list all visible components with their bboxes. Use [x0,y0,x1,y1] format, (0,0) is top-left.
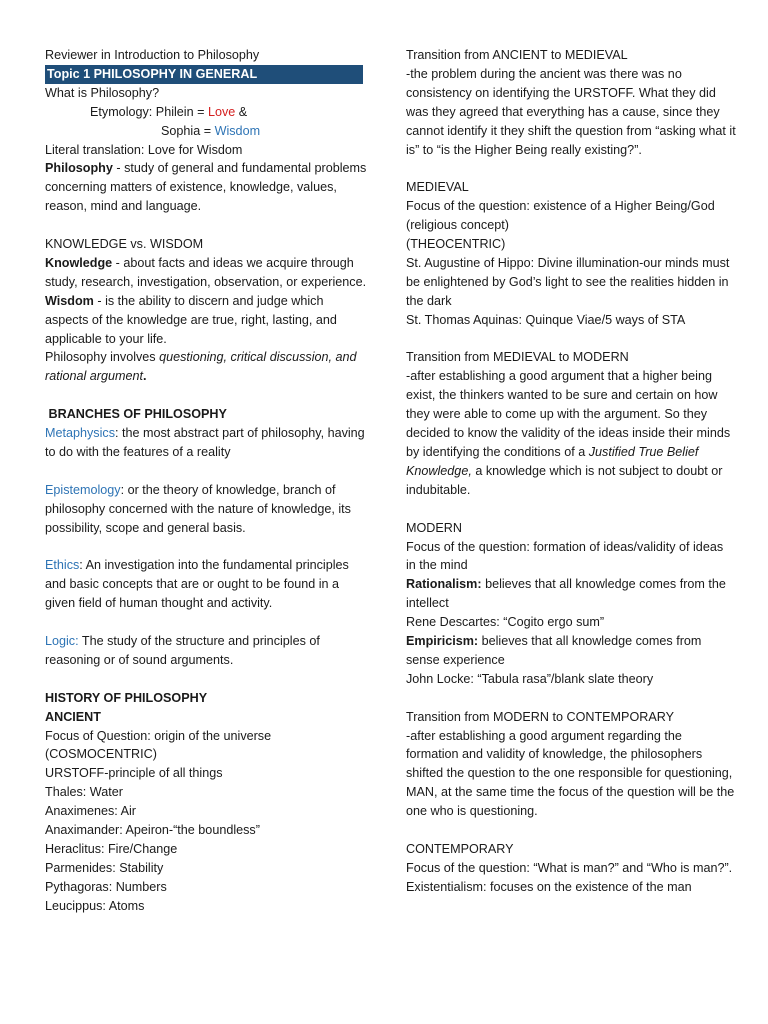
modern-focus: Focus of the question: formation of ideas/validity of ideas in the mind [406,539,724,573]
philosophy-def: - study of general and fundamental problems concerning matters of existence, knowledge, values, reason, mind and language. [45,161,367,214]
t2-body-a: -after establishing a good argument that a higher being exist, the thinkers wanted to be sure and certain on how they were able to come up with the argument. So they decided to know the validity of the ideas inside their minds by identifying the conditions of a [406,369,731,459]
transition-modern-contemporary-heading: Transition from MODERN to CONTEMPORARY [406,709,675,724]
transition-ancient-medieval-body: -the problem during the ancient was there was no consistency on identifying the URSTOFF. What they did was they agreed that everything has a cause, since they cannot identify it they shift the question from “asking what it is” to “is the Higher Being really existing?”. [406,66,736,157]
left-column [45,46,367,916]
knowledge-definition [45,254,367,292]
transition-modern-contemporary-body: -after establishing a good argument regarding the formation and validity of knowledge, the philosophers shifted the question to the one responsible for questioning, MAN, at the same time the focus of the question will be the one who is questioning. [406,728,735,819]
ancient-line: Thales: Water [45,785,123,800]
ancient-line: Leucippus: Atoms [45,898,145,913]
right-column [406,46,736,897]
love-word: Love [207,104,236,119]
philosophy-term: Philosophy [45,161,113,176]
empiricism-def: believes that all knowledge comes from sense experience [406,634,702,667]
philosophy-definition [45,159,367,216]
rationalism-term: Rationalism: [406,577,482,592]
etymology-prefix: Etymology: Philein = [90,104,208,119]
augustine-line: St. Augustine of Hippo: Divine illumination-our minds must be enlightened by God’s light to see the realities hidden in the dark [406,255,730,308]
epistemology-def: : or the theory of knowledge, branch of philosophy concerned with the nature of knowledge, its possibility, scope and general basis. [45,482,351,535]
metaphysics-def: : the most abstract part of philosophy, having to do with the features of a reality [45,426,365,459]
aquinas-line: St. Thomas Aquinas: Quinque Viae/5 ways of STA [406,312,686,327]
contemporary-heading: CONTEMPORARY [406,841,514,856]
transition-medieval-modern-body [406,367,736,499]
logic-def: The study of the structure and principles of reasoning or of sound arguments. [45,634,320,667]
ancient-line: Pythagoras: Numbers [45,879,167,894]
ethics-def: : An investigation into the fundamental principles and basic concepts that are or ought to be found in a given field of human thought and activity. [45,558,349,611]
ancient-line: (COSMOCENTRIC) [45,747,157,762]
t2-body-b: a knowledge which is not subject to doubt or indubitable. [406,463,723,497]
t2-body-italic: Justified True Belief Knowledge, [406,445,699,478]
involves-end: . [143,369,147,384]
ancient-line: URSTOFF-principle of all things [45,766,223,781]
descartes-line: Rene Descartes: “Cogito ergo sum” [406,615,605,630]
existentialism-line: Existentialism: focuses on the existence of the man [406,879,692,894]
modern-heading: MODERN [406,520,462,535]
ancient-line: Focus of Question: origin of the universe [45,728,272,743]
ancient-heading: ANCIENT [45,709,101,724]
ancient-line: Anaximander: Apeiron-“the boundless” [45,823,260,838]
medieval-heading: MEDIEVAL [406,180,469,195]
literal-translation: Literal translation: Love for Wisdom [45,142,243,157]
history-heading: HISTORY OF PHILOSOPHY [45,690,208,705]
wisdom-definition [45,292,367,349]
rationalism-definition [406,575,736,613]
philosophy-involves [45,348,367,386]
etymology-line [45,103,367,122]
medieval-focus: Focus of the question: existence of a Higher Being/God (religious concept) [406,199,715,233]
ancient-line: Parmenides: Stability [45,860,164,875]
logic-definition [45,632,367,670]
empiricism-definition [406,632,736,670]
knowledge-vs-wisdom-heading: KNOWLEDGE vs. WISDOM [45,237,204,252]
ancient-line: Anaximenes: Air [45,804,136,819]
logic-term: Logic: [45,634,79,649]
ancient-line: Heraclitus: Fire/Change [45,841,178,856]
empiricism-term: Empiricism: [406,634,479,649]
transition-medieval-modern-heading: Transition from MEDIEVAL to MODERN [406,350,629,365]
involves-prefix: Philosophy involves [45,350,160,365]
wisdom-word: Wisdom [214,123,261,138]
metaphysics-definition [45,424,367,462]
knowledge-def: - about facts and ideas we acquire through study, research, investigation, observation, or experience. [45,255,367,289]
ethics-term: Ethics [45,558,80,573]
transition-ancient-medieval-heading: Transition from ANCIENT to MEDIEVAL [406,48,628,62]
sophia-line [45,122,367,141]
rationalism-def: believes that all knowledge comes from the intellect [406,577,726,611]
sophia-prefix: Sophia = [161,123,215,138]
metaphysics-term: Metaphysics [45,426,115,441]
etymology-amp: & [235,104,248,119]
contemporary-focus: Focus of the question: “What is man?” and “Who is man?”. [406,860,733,875]
epistemology-definition [45,481,367,538]
topic-heading-bar: Topic 1 PHILOSOPHY IN GENERAL [45,65,363,84]
involves-italic: questioning, critical discussion, and rational argument [45,350,357,384]
wisdom-term: Wisdom [45,293,94,308]
document-title: Reviewer in Introduction to Philosophy [45,48,260,62]
wisdom-def: - is the ability to discern and judge which aspects of the knowledge are true, right, lasting, and applicable to your life. [45,293,337,346]
epistemology-term: Epistemology [45,482,121,497]
branches-heading: BRANCHES OF PHILOSOPHY [45,407,227,422]
locke-line: John Locke: “Tabula rasa”/blank slate theory [406,671,654,686]
ethics-definition [45,556,367,613]
medieval-centric: (THEOCENTRIC) [406,237,506,252]
what-is-philosophy: What is Philosophy? [45,85,160,100]
knowledge-term: Knowledge [45,255,113,270]
